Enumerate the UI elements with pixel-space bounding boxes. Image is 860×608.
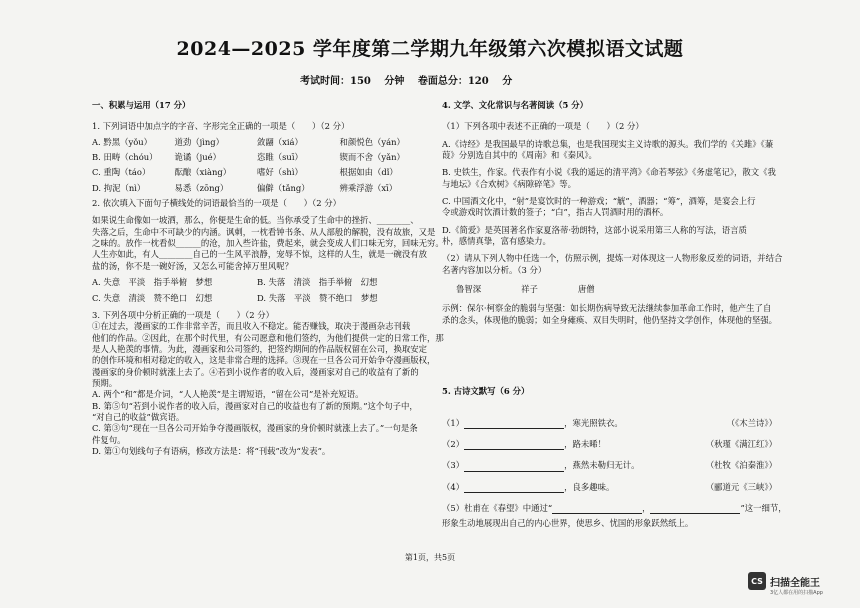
q3-option: “对自己的收益”做宾语。 bbox=[92, 411, 185, 422]
character-name: 鲁智深 bbox=[456, 284, 482, 295]
q4-2-stem: （2）请从下列人物中任选一个，仿照示例，提炼一对体现这一人物形象反差的词语，并结合 bbox=[442, 253, 783, 264]
exam-info bbox=[300, 72, 800, 87]
scanner-tagline: 3亿人都在用的扫描App bbox=[770, 590, 823, 596]
q3-option: 件复句。 bbox=[92, 434, 126, 445]
q1-option-c: C. 重陶（táo） 酝酿（xiàng） 嗜好（shì） 根据如由（dǐ） bbox=[92, 167, 398, 178]
poem-source: （郦道元《三峡》） bbox=[705, 481, 777, 492]
q2-passage-line: 人生亦如此，有人________自己的一生风平浪静，宠辱不惊，这样的人生，就是一碗没有放 bbox=[92, 249, 427, 260]
q3-passage-line: 是人人艳羡的事情。为此，漫画家和公司签约，把签约期间的作品版权留在公司，换取安定 bbox=[92, 343, 427, 354]
q4-1-option: 令或游戏时饮酒计数的签子；“白”，指古人罚酒时用的酒杯。 bbox=[442, 207, 669, 218]
poem-line-1: （1） ，寒光照铁衣。 （《木兰诗》） bbox=[442, 417, 777, 428]
q3-passage-line: 的创作环境和相对稳定的收入，这是非常合理的选择。③现在一旦各公司开始争夺漫画版权， bbox=[92, 355, 436, 366]
section-1-heading: 一、积累与运用（17 分） bbox=[92, 100, 191, 110]
q4-1-stem: （1）下列各项中表述不正确的一项是（ ）（2 分） bbox=[442, 121, 644, 132]
exam-title: 2024—2025 学年度第二学期九年级第六次模拟语文试题 bbox=[176, 38, 684, 60]
q2-options-cd: C. 失意 清淡 赞不绝口 幻想 D. 失落 平淡 赞不绝口 梦想 bbox=[92, 293, 378, 304]
q1-option-b: B. 田畴（chóu） 诡谲（jué） 恣睢（suī） 锲而不舍（yǎn） bbox=[92, 152, 405, 163]
page-number: 第1页，共5页 bbox=[404, 553, 456, 562]
answer-blank[interactable] bbox=[464, 463, 564, 472]
character-name: 祥子 bbox=[521, 284, 538, 295]
q4-1-option: D.《简爱》是英国著名作家夏洛蒂·勃朗特，这部小说采用第三人称的写法，语言质 bbox=[442, 224, 747, 235]
q2-options-ab: A. 失意 平淡 指手举俯 梦想 B. 失落 清淡 指手举俯 幻想 bbox=[92, 277, 378, 288]
character-name: 唐僧 bbox=[577, 284, 595, 295]
poem-line-2: （2） ，路未晞！ （秋瑾《满江红》） bbox=[442, 438, 777, 449]
answer-blank[interactable] bbox=[464, 420, 564, 429]
poem-source: （杜牧《泊秦淮》） bbox=[705, 460, 777, 471]
scanner-name: 扫描全能王 bbox=[770, 578, 820, 589]
q1-option-d: D. 拘泥（nì） 易悉（zōng） 偏僻（tǎng） 辨乘浮游（xī） bbox=[92, 182, 398, 193]
q4-1-option: A.《诗经》是我国最早的诗歌总集，也是我国现实主义诗歌的源头。我们学的《关雎》《蒹 bbox=[442, 138, 774, 149]
example-line: 示例：保尔·柯察金的脆弱与坚强：如长期伤病导致无法继续参加革命工作时，他产生了自 bbox=[442, 303, 772, 314]
section-4-heading: 4. 文学、文化常识与名著阅读（5 分） bbox=[442, 100, 589, 110]
answer-blank[interactable] bbox=[464, 484, 564, 493]
q3-passage-line: ①在过去，漫画家的工作非常辛苦，而且收入不稳定。能否赚钱，取决于漫画杂志刊载 bbox=[92, 321, 411, 332]
q2-passage-line: 失落之后，生命中不可缺少的内涵。讽刺，一枕看钟书条、从人部般的解脱，没有故旅，又是 bbox=[92, 226, 436, 237]
q3-stem: 3. 下列各项中分析正确的一项是（ ）（2 分） bbox=[92, 309, 274, 320]
q4-1-option: B. 史铁生，作家。代表作有小说《我的遥远的清平湾》《命若琴弦》《务虚笔记》，散文《我 bbox=[442, 167, 776, 178]
q5-5-line-2: 形象生动地展现出自己的内心世界，使思乡、忧国的形象跃然纸上。 bbox=[442, 518, 694, 529]
character-names bbox=[456, 284, 777, 295]
scanner-logo-icon: CS bbox=[748, 572, 766, 590]
q3-option: A. 两个“和”都是介词，“人人艳羡”是主谓短语，“留在公司”是补充短语。 bbox=[92, 389, 364, 400]
q3-option: C. 第③句“现在一旦各公司开始争夺漫画版权，漫画家的身价顿时就涨上去了。”一句是条 bbox=[92, 423, 418, 434]
q2-passage-line: 之味的。放作一枕看似______的沧，加入些许盐，费起来，就会变成人们口味无穷，回味无穷。 bbox=[92, 238, 444, 249]
q4-1-option: 朴，感情真挚，富有感染力。 bbox=[442, 236, 551, 247]
q1-stem: 1. 下列词语中加点字的字音、字形完全正确的一项是（ ）（2 分） bbox=[92, 121, 350, 132]
right-column bbox=[442, 96, 787, 530]
scanner-watermark bbox=[748, 572, 848, 600]
q3-passage-line: 他们的作品。②因此，在那个时代里，有公司愿意和他们签约，为他们提供一定的日常工作，那 bbox=[92, 332, 444, 343]
q5-5-line: （5）杜甫在《春望》中通过“ ， ”这一细节， bbox=[442, 502, 787, 513]
poem-source: （秋瑾《满江红》） bbox=[705, 438, 777, 449]
q3-option: B. 第⑤句“若到小说作者的收入后，漫画家对自己的收益也有了新的预期。”这个句子中， bbox=[92, 400, 418, 411]
answer-blank[interactable] bbox=[552, 505, 642, 514]
left-column bbox=[92, 96, 444, 457]
q4-1-option: 葭》分别选自其中的《周南》和《秦风》。 bbox=[442, 150, 597, 161]
q1-option-a: A. 黔黑（yǒu） 道劲（jìng） 敛翮（xiá） 和颜悦色（yán） bbox=[92, 136, 405, 147]
q2-passage-line: 如果说生命像如一坡洒，那么，你便是生命的低。当你承受了生命中的挫折、________、 bbox=[92, 215, 419, 226]
poem-line-3: （3） ，燕然未勒归无计。 （杜牧《泊秦淮》） bbox=[442, 460, 777, 471]
q4-1-option: 与地坛》《合欢树》《病隙碎笔》等。 bbox=[442, 178, 576, 189]
answer-blank[interactable] bbox=[650, 505, 740, 514]
q3-option: D. 第①句划线句子有语病，修改方法是：将“刊载”改为“发表”。 bbox=[92, 445, 331, 456]
q4-2-stem: 名著内容加以分析。（3 分） bbox=[442, 264, 547, 275]
q3-passage-line: 预期。 bbox=[92, 377, 118, 388]
q4-1-option: C. 中国酒文化中，“射”是宴饮时的一种游戏；“觥”，酒器；“筹”，酒筹，是宴会上行 bbox=[442, 196, 756, 207]
total-score: 卷面总分：120 分 bbox=[417, 76, 513, 87]
answer-blank[interactable] bbox=[464, 441, 564, 450]
example-line: 杀的念头，体现他的脆弱；如全身瘫痪、双目失明时，他仍坚持文学创作，体现他的坚强。 bbox=[442, 314, 777, 325]
exam-time: 考试时间：150 分钟 bbox=[300, 76, 405, 87]
q2-passage-line: 盐的汤，你不是一碗好汤，又怎么可能舍掉万里风呢？ bbox=[92, 260, 293, 271]
poem-line-4: （4） ，良多趣味。 （郦道元《三峡》） bbox=[442, 481, 777, 492]
poem-source: （《木兰诗》） bbox=[726, 417, 777, 428]
q2-stem: 2. 依次填入下面句子横线处的词语最恰当的一项是（ ）（2 分） bbox=[92, 198, 341, 209]
section-5-heading: 5. 古诗文默写（6 分） bbox=[442, 386, 530, 397]
q3-passage-line: 漫画家的身价顿时就涨上去了。④若到小说作者的收入后，漫画家对自己的收益有了新的 bbox=[92, 366, 419, 377]
